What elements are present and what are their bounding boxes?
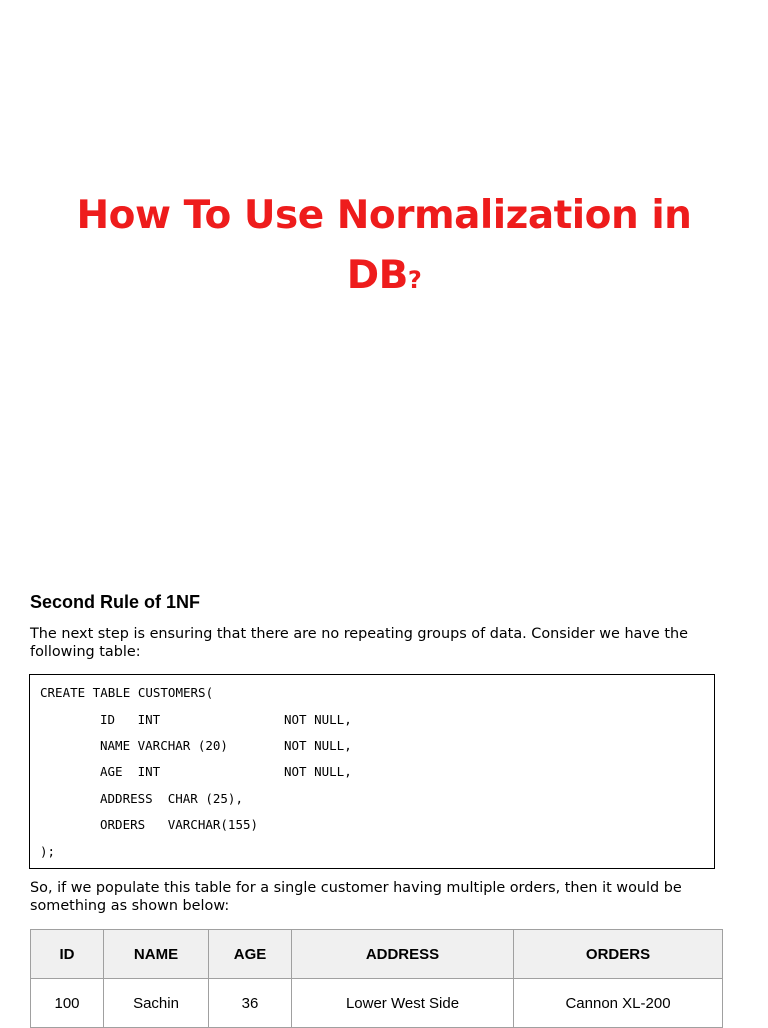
table-cell: Sachin xyxy=(104,979,209,1028)
code-line xyxy=(40,711,352,729)
table-cell: Lower West Side xyxy=(292,979,514,1028)
code-line xyxy=(40,737,352,755)
code-column-def: ORDERS VARCHAR(155) xyxy=(100,817,259,832)
code-column-def: ID INT xyxy=(100,712,161,727)
code-line-close: ); xyxy=(40,844,56,859)
column-header-id: ID xyxy=(31,930,104,979)
code-line xyxy=(40,763,352,781)
intro-paragraph: The next step is ensuring that there are no repeating groups of data. Consider we have the following table: xyxy=(30,626,688,660)
column-header-orders: ORDERS xyxy=(514,930,723,979)
code-column-def: ADDRESS CHAR (25), xyxy=(100,791,243,806)
column-header-age: AGE xyxy=(209,930,292,979)
code-constraint: NOT NULL, xyxy=(284,712,352,727)
page-title xyxy=(20,186,748,310)
code-constraint: NOT NULL, xyxy=(284,738,352,753)
table-cell: 36 xyxy=(209,979,292,1028)
table-row xyxy=(31,979,723,1028)
code-line xyxy=(40,790,243,808)
code-column-def: AGE INT xyxy=(100,764,161,779)
code-line xyxy=(40,816,259,834)
section-heading: Second Rule of 1NF xyxy=(30,592,201,612)
column-header-address: ADDRESS xyxy=(292,930,514,979)
code-constraint: NOT NULL, xyxy=(284,764,352,779)
code-line-open: CREATE TABLE CUSTOMERS( xyxy=(40,685,214,700)
title-question-mark: ? xyxy=(407,266,422,294)
column-header-name: NAME xyxy=(104,930,209,979)
table-cell: 100 xyxy=(31,979,104,1028)
code-block xyxy=(29,674,715,869)
followup-paragraph: So, if we populate this table for a single customer having multiple orders, then it would be something as shown below: xyxy=(30,880,682,914)
table-cell: Cannon XL-200 xyxy=(514,979,723,1028)
title-line-2 xyxy=(20,246,748,310)
code-column-def: NAME VARCHAR (20) xyxy=(100,738,228,753)
table-header-row xyxy=(31,930,723,979)
customers-table xyxy=(30,929,723,1028)
title-line-1: How To Use Normalization in xyxy=(76,193,692,238)
title-db: DB xyxy=(346,253,408,298)
